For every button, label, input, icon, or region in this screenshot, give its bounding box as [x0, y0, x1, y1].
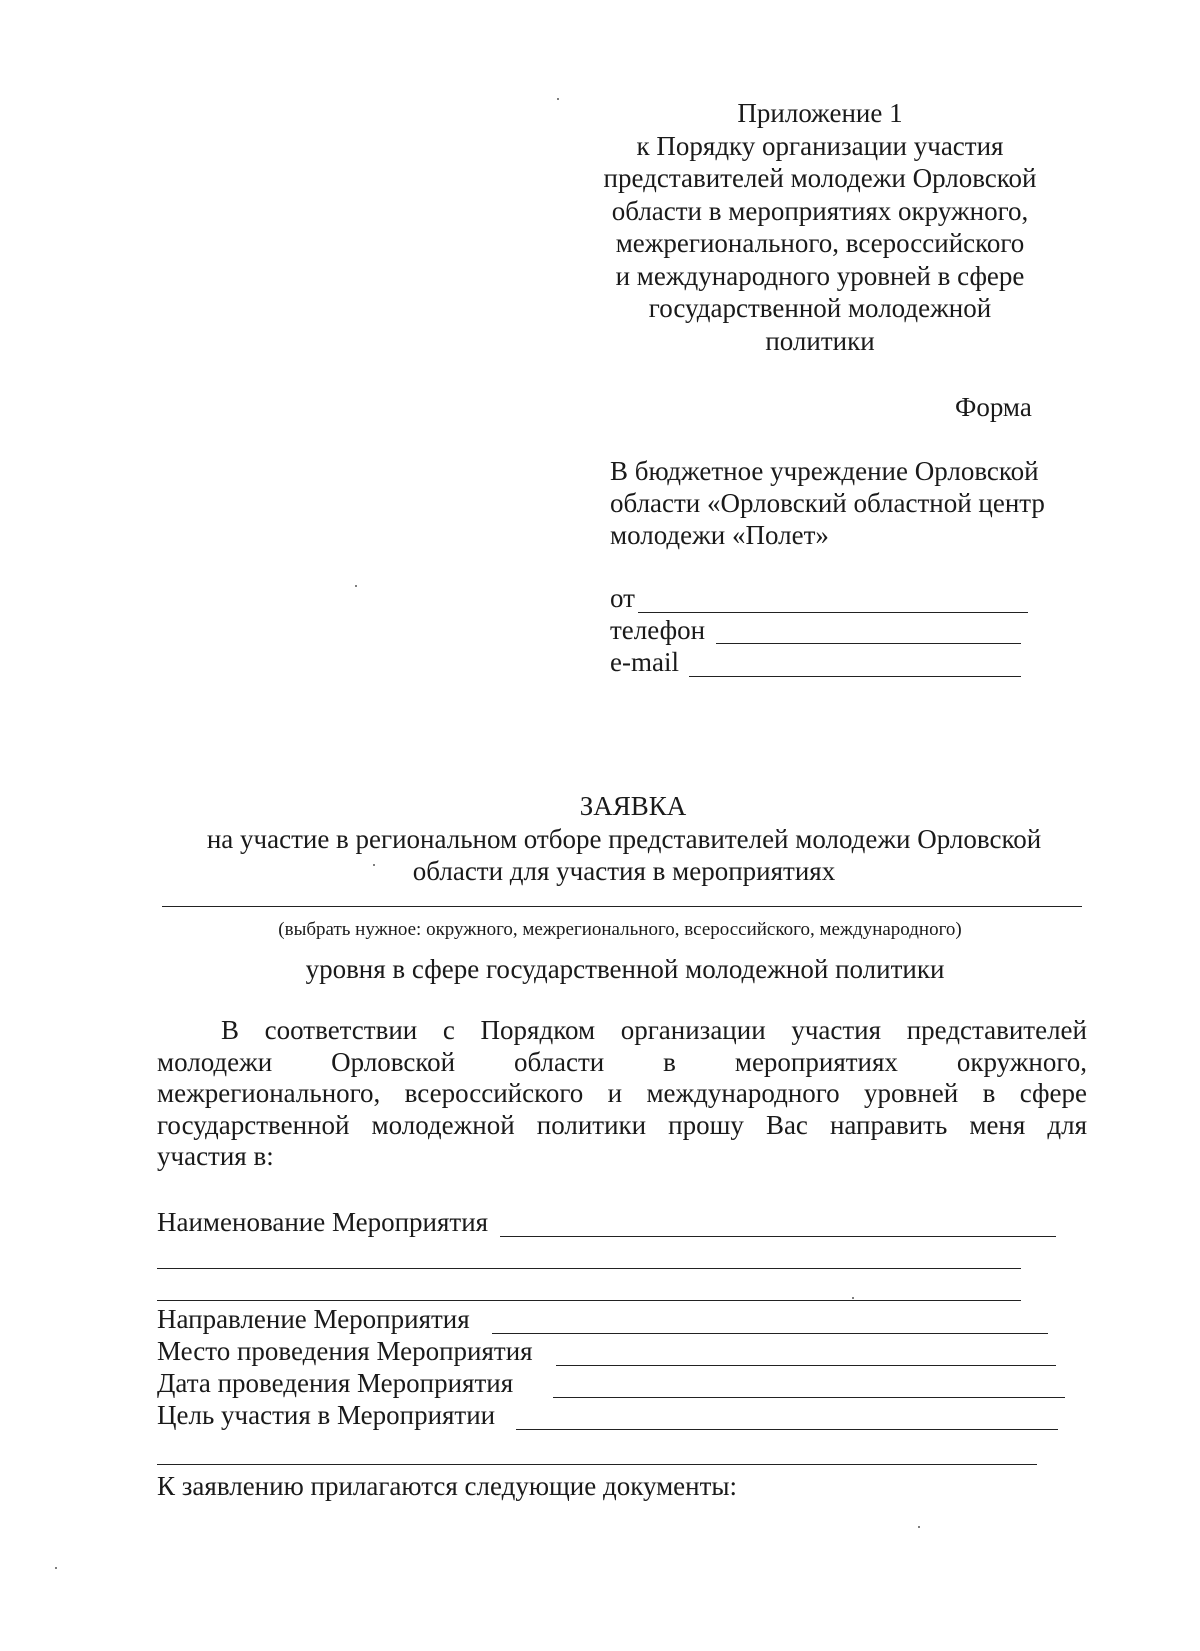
paragraph-line: государственной молодежной политики прошу Вас направить меня для	[157, 1109, 1087, 1140]
event-name-input-line[interactable]	[500, 1236, 1056, 1237]
paragraph-line: участия в:	[157, 1141, 274, 1172]
event-name-continuation-line[interactable]	[157, 1268, 1021, 1269]
application-heading: ЗАЯВКА	[579, 791, 687, 821]
paragraph-line: В соответствии с Порядком организации участия представителей	[221, 1015, 1087, 1045]
scan-speck	[55, 1567, 57, 1569]
goal-input-line[interactable]	[516, 1429, 1058, 1430]
phone-input-line[interactable]	[716, 643, 1021, 644]
from-input-line[interactable]	[638, 612, 1028, 613]
scan-speck	[852, 1297, 854, 1299]
place-input-line[interactable]	[556, 1365, 1056, 1366]
event-name-continuation-line[interactable]	[157, 1300, 1021, 1301]
addressee-line: молодежи «Полет»	[610, 520, 829, 550]
paragraph-line: межрегионального, всероссийского и международного уровней в сфере	[157, 1078, 1087, 1109]
application-subtitle-1: на участие в региональном отборе представителей молодежи Орловской	[206, 824, 1042, 854]
goal-label: Цель участия в Мероприятии	[157, 1400, 496, 1430]
appendix-line: Приложение 1	[737, 98, 903, 128]
request-paragraph	[157, 1015, 1087, 1173]
appendix-line: представителей молодежи Орловской	[603, 163, 1037, 193]
email-input-line[interactable]	[689, 676, 1021, 677]
scan-speck	[355, 585, 357, 587]
addressee-line: В бюджетное учреждение Орловской	[610, 456, 1039, 486]
place-label: Место проведения Мероприятия	[157, 1336, 533, 1366]
date-input-line[interactable]	[553, 1397, 1065, 1398]
scan-speck	[918, 1526, 920, 1528]
paragraph-line: молодежи Орловской области в мероприятиях окружного,	[157, 1046, 1087, 1077]
date-label: Дата проведения Мероприятия	[157, 1368, 514, 1398]
event-name-label: Наименование Мероприятия	[157, 1207, 489, 1237]
appendix-line: и международного уровней в сфере	[615, 260, 1025, 291]
email-label: e-mail	[610, 647, 679, 677]
appendix-line: государственной молодежной	[648, 293, 992, 323]
direction-label: Направление Мероприятия	[157, 1304, 470, 1334]
level-choice-line[interactable]	[162, 906, 1082, 907]
direction-input-line[interactable]	[492, 1333, 1048, 1334]
goal-continuation-line[interactable]	[157, 1464, 1037, 1465]
application-subtitle-2: области для участия в мероприятиях	[412, 856, 836, 886]
appendix-line: межрегионального, всероссийского	[615, 228, 1025, 258]
addressee-line: области «Орловский областной центр	[610, 488, 1045, 518]
appendix-line: политики	[765, 325, 875, 356]
application-subtitle-3: уровня в сфере государственной молодежной политики	[305, 954, 945, 984]
attachments-label: К заявлению прилагаются следующие документы:	[157, 1471, 738, 1501]
scan-speck	[373, 864, 375, 866]
appendix-header	[560, 97, 1080, 357]
addressee-block	[610, 455, 1130, 551]
from-label: от	[610, 583, 635, 613]
level-choice-hint: (выбрать нужное: окружного, межрегионального, всероссийского, международного)	[278, 919, 962, 940]
appendix-line: к Порядку организации участия	[636, 130, 1004, 161]
scan-speck	[557, 98, 559, 100]
form-label: Форма	[955, 392, 1032, 422]
appendix-line: области в мероприятиях окружного,	[611, 195, 1029, 226]
phone-label: телефон	[610, 615, 706, 645]
